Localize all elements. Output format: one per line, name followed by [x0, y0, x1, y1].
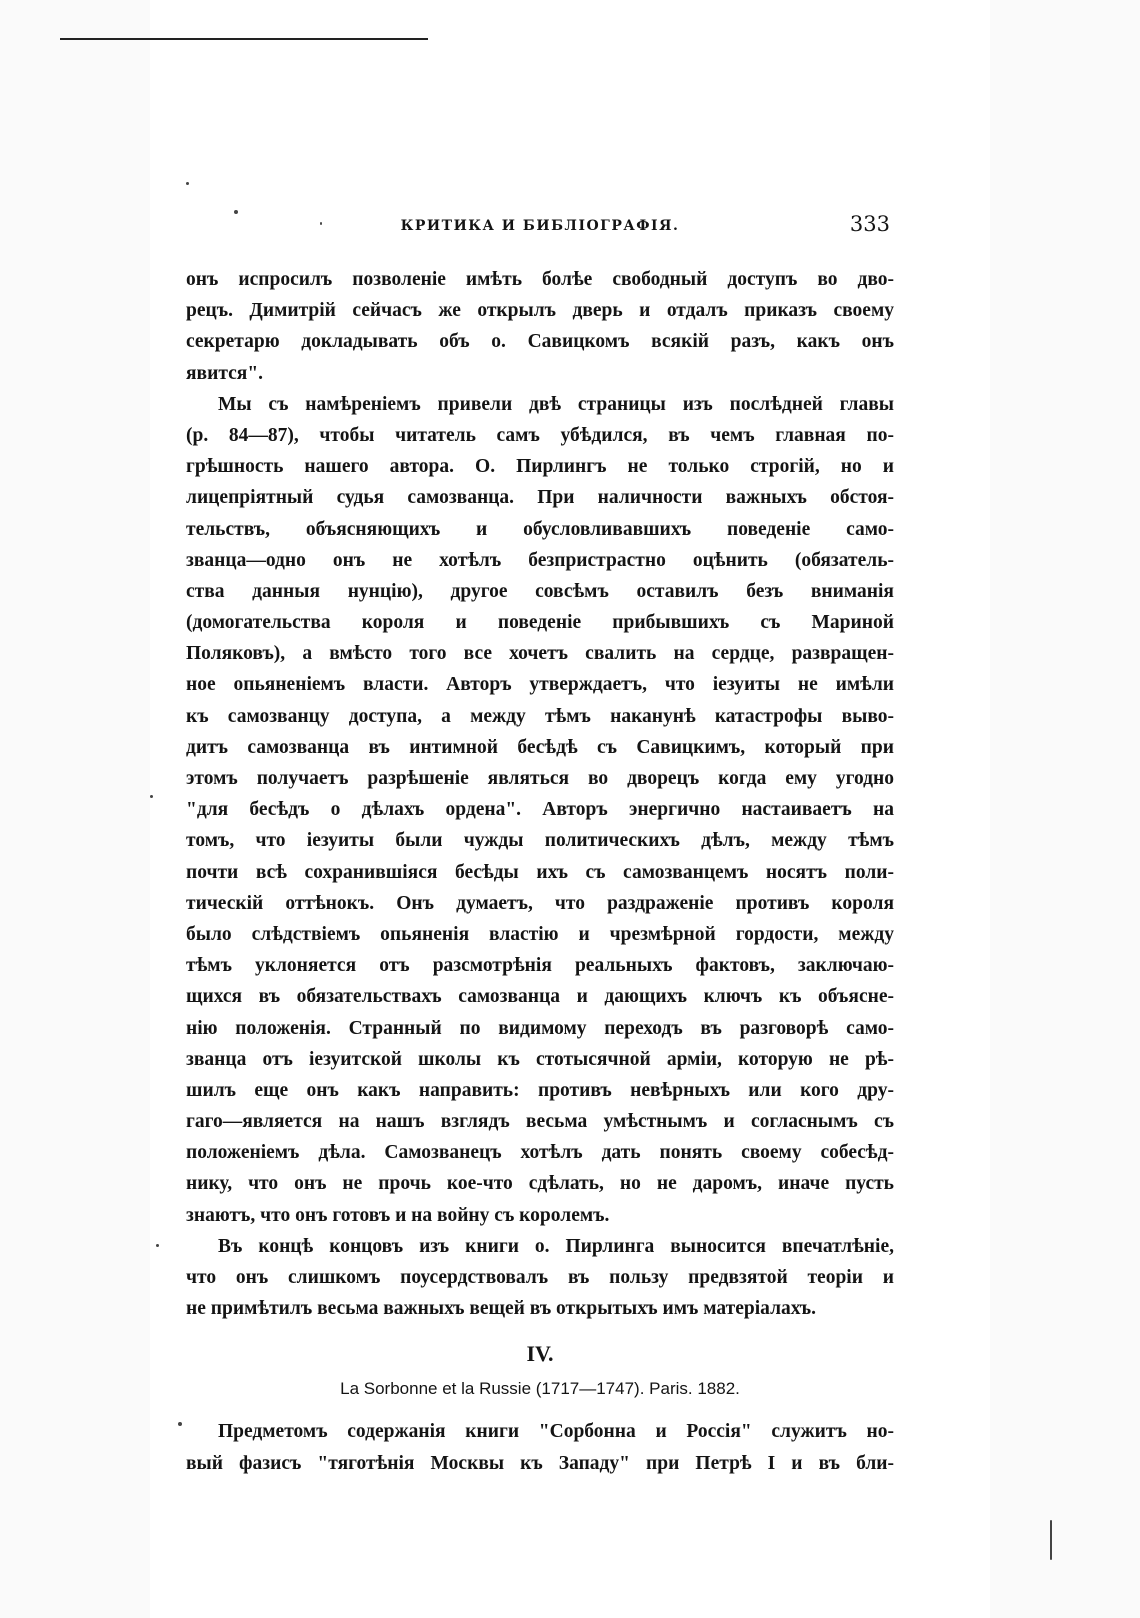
text-line: (р. 84—87), чтобы читатель самъ убѣдился, въ чемъ главная по-: [186, 424, 894, 446]
text-line: рецъ. Димитрій сейчасъ же открылъ дверь и отдалъ приказъ своему: [186, 300, 894, 322]
text-line: (домогательства короля и поведеніе прибывшихъ съ Мариной: [186, 612, 894, 634]
text-line: Въ концѣ концовъ изъ книги о. Пирлинга выносится впечатлѣніе,: [218, 1235, 894, 1257]
scan-speck: [178, 1422, 182, 1426]
text-line: шилъ еще онъ какъ направить: противъ невѣрныхъ или кого дру-: [186, 1079, 894, 1101]
paragraph-2: [186, 389, 894, 1231]
paragraph-3: [186, 1231, 894, 1325]
text-line: знаютъ, что онъ готовъ и на войну съ королемъ.: [186, 1204, 610, 1226]
text-line: тельствъ, объясняющихъ и обусловливавшихъ поведеніе само-: [186, 518, 894, 540]
text-line: гаго—является на нашъ взглядъ весьма умѣстнымъ и согласнымъ съ: [186, 1111, 894, 1133]
paragraph-4: [186, 1416, 894, 1478]
text-line: Предметомъ содержанія книги "Сорбонна и Россія" служитъ но-: [218, 1421, 894, 1443]
text-line: этомъ получаетъ разрѣшеніе являться во дворецъ когда ему угодно: [186, 768, 894, 789]
reviewed-work-title: La Sorbonne et la Russie (1717—1747). Paris. 1882.: [340, 1379, 740, 1399]
scan-speck: [1050, 1520, 1052, 1560]
text-line: тическій оттѣнокъ. Онъ думаетъ, что раздраженіе противъ короля: [186, 892, 894, 914]
text-line: секретарю докладывать объ о. Савицкомъ всякій разъ, какъ онъ: [186, 331, 894, 353]
scan-speck: [186, 182, 189, 185]
text-line: Мы съ намѣреніемъ привели двѣ страницы изъ послѣдней главы: [218, 393, 894, 415]
text-line: что онъ слишкомъ поусердствовалъ въ пользу предвзятой теоріи и: [186, 1267, 894, 1288]
text-line: грѣшность нашего автора. О. Пирлингъ не только строгій, но и: [186, 456, 894, 478]
text-line: онъ испросилъ позволеніе имѣть болѣе свободный доступъ во дво-: [186, 269, 894, 290]
page-number: 333: [849, 212, 890, 236]
text-line: званца—одно онъ не хотѣлъ безпристрастно оцѣнить (обязатель-: [186, 549, 894, 571]
scan-edge-rule: [60, 38, 428, 40]
text-line: лицепріятный судья самозванца. При наличности важныхъ обстоя-: [186, 487, 894, 509]
text-line: ное опьяненіемъ власти. Авторъ утверждаетъ, что іезуиты не имѣли: [186, 674, 894, 696]
text-line: "для бесѣдъ о дѣлахъ ордена". Авторъ энергично настаиваетъ на: [186, 799, 894, 821]
text-line: Поляковъ), а вмѣсто того все хочетъ свалить на сердце, развращен-: [186, 643, 894, 665]
text-line: къ самозванцу доступа, а между тѣмъ наканунѣ катастрофы выво-: [186, 705, 894, 727]
text-line: почти всѣ сохранившіяся бесѣды ихъ съ самозванцемъ носятъ поли-: [186, 861, 894, 883]
paragraph-1: [186, 264, 894, 389]
text-line: званца отъ іезуитской школы къ стотысячной арміи, которую не рѣ-: [186, 1048, 894, 1070]
scan-speck: [150, 795, 153, 798]
text-line: щихся въ обязательствахъ самозванца и дающихъ ключъ къ объясне-: [186, 986, 894, 1008]
text-line: нію положенія. Странный по видимому переходъ въ разговорѣ само-: [186, 1017, 894, 1039]
text-line: ства данныя нунцію), другое совсѣмъ оставилъ безъ вниманія: [186, 580, 894, 602]
text-line: явится".: [186, 362, 264, 384]
text-line: не примѣтилъ весьма важныхъ вещей въ открытыхъ имъ матеріалахъ.: [186, 1298, 817, 1320]
text-line: дитъ самозванца въ интимной бесѣдѣ съ Савицкимъ, который при: [186, 736, 894, 758]
text-line: томъ, что іезуиты были чужды политическихъ дѣлъ, между тѣмъ: [186, 830, 894, 852]
text-line: вый фазисъ "тяготѣнія Москвы къ Западу" при Петрѣ I и въ бли-: [186, 1452, 894, 1474]
scan-speck: [156, 1244, 159, 1247]
text-line: нику, что онъ не прочь кое-что сдѣлать, но не даромъ, иначе пусть: [186, 1173, 894, 1195]
article-body: [186, 264, 894, 1479]
section-number: IV.: [526, 1341, 554, 1367]
text-line: было слѣдствіемъ опьяненія властію и чрезмѣрной гордости, между: [186, 923, 894, 945]
text-line: положеніемъ дѣла. Самозванецъ хотѣлъ дать понять своему собесѣд-: [186, 1142, 894, 1164]
text-line: тѣмъ уклоняется отъ разсмотрѣнія реальныхъ фактовъ, заключаю-: [186, 955, 894, 977]
running-header: [186, 212, 894, 242]
running-title: КРИТИКА И БИБЛІОГРАФІЯ.: [400, 218, 680, 234]
